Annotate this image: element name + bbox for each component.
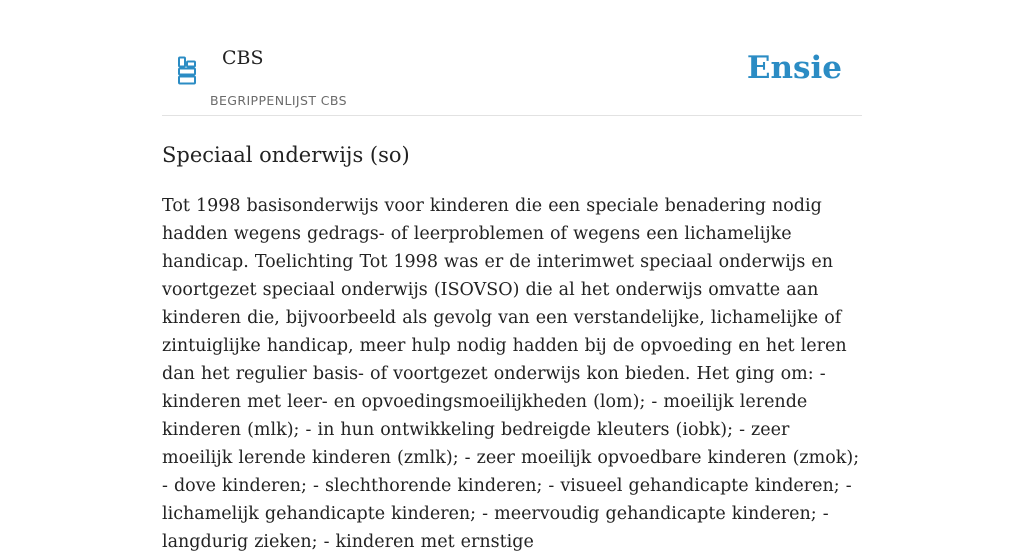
site-header bbox=[162, 0, 862, 116]
cbs-logo-icon[interactable] bbox=[176, 56, 198, 86]
term-title: Speciaal onderwijs (so) bbox=[162, 143, 410, 167]
glossary-subtitle[interactable]: BEGRIPPENLIJST CBS bbox=[210, 93, 347, 108]
ensie-logo-link[interactable]: Ensie bbox=[746, 50, 842, 86]
term-definition: Tot 1998 basisonderwijs voor kinderen die een speciale benadering nodig hadden wegens gedrags- of leerproblemen of wegens een lichamelijke handicap. Toelichting Tot 1998 was er de interimwet speciaal onderwijs en voortgezet speciaal onderwijs (ISOVSO) die al het onderwijs omvatte aan kinderen die, bijvoorbeeld als gevolg van een verstandelijke, lichamelijke of zintuiglijke handicap, meer hulp nodig hadden bij de opvoeding en het leren dan het regulier basis- of voortgezet onderwijs kon bieden. Het ging om: - kinderen met leer- en opvoedingsmoeilijkheden (lom); - moeilijk lerende kinderen (mlk); - in hun ontwikkeling bedreigde kleuters (iobk); - zeer moeilijk lerende kinderen (zmlk); - zeer moeilijk opvoedbare kinderen (zmok); - dove kinderen; - slechthorende kinderen; - visueel gehandicapte kinderen; - lichamelijk gehandicapte kinderen; - meervoudig gehandicapte kinderen; - langdurig zieken; - kinderen met ernstige bbox=[162, 196, 860, 552]
org-name[interactable]: CBS bbox=[222, 47, 264, 69]
